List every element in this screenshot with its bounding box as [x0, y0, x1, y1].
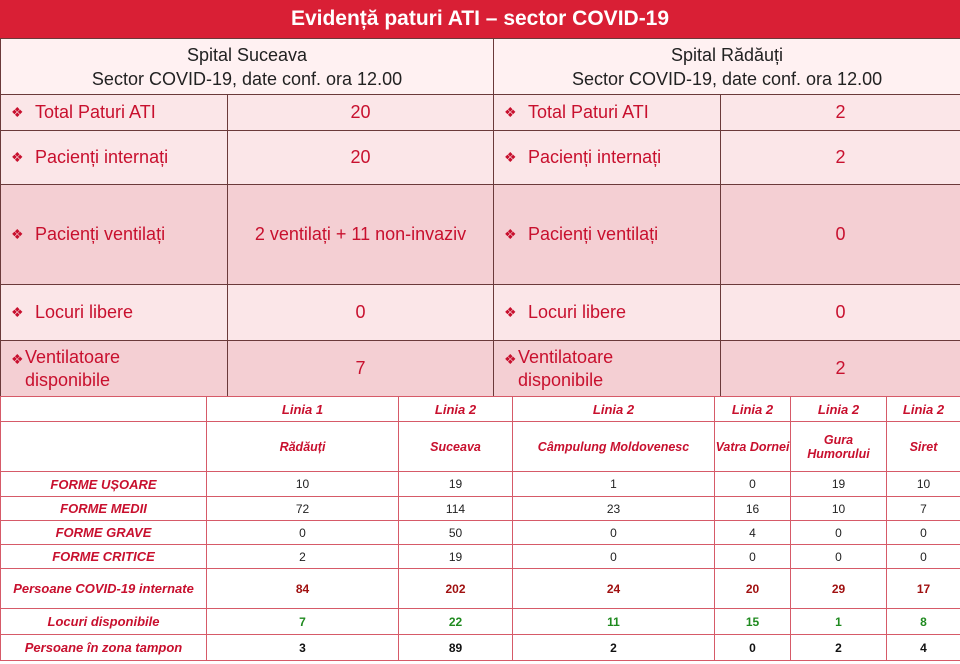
ati-beds-table	[0, 38, 960, 397]
row-label: ❖ Pacienți internați	[1, 131, 228, 185]
row-label: FORME GRAVE	[1, 521, 207, 545]
row-label: FORME MEDII	[1, 497, 207, 521]
table-cell: 2	[791, 635, 887, 661]
row-label: ❖ Total Paturi ATI	[494, 95, 721, 131]
table-cell: 0	[887, 545, 960, 569]
hospital-label: Câmpulung Moldovenesc	[513, 422, 715, 472]
hospital-name: Spital Rădăuți	[670, 44, 784, 65]
diamond-bullet-icon: ❖	[504, 226, 517, 242]
diamond-bullet-icon: ❖	[11, 226, 24, 242]
line-label: Linia 2	[513, 397, 715, 422]
table-cell: 29	[791, 569, 887, 609]
hospital-subtitle: Sector COVID-19, date conf. ora 12.00	[571, 68, 883, 89]
hospital-label: Suceava	[399, 422, 513, 472]
diamond-bullet-icon: ❖	[11, 350, 24, 367]
row-value: 2 ventilați + 11 non-invaziv	[228, 185, 494, 285]
table-cell: 8	[887, 609, 960, 635]
line-header-row	[1, 397, 960, 422]
row-label: Persoane în zona tampon	[1, 635, 207, 661]
table-cell: 10	[207, 472, 399, 497]
table-row	[1, 521, 960, 545]
row-label: FORME UȘOARE	[1, 472, 207, 497]
row-label: ❖ Pacienți internați	[494, 131, 721, 185]
line-label: Linia 2	[791, 397, 887, 422]
table-cell: 17	[887, 569, 960, 609]
hospital-subtitle: Sector COVID-19, date conf. ora 12.00	[91, 68, 403, 89]
table-cell: 114	[399, 497, 513, 521]
table-cell: 2	[513, 635, 715, 661]
table-cell: 4	[887, 635, 960, 661]
table-cell: 1	[791, 609, 887, 635]
row-value: 2	[721, 131, 960, 185]
hospital-label: Gura Humorului	[791, 422, 887, 472]
line-label: Linia 2	[887, 397, 960, 422]
table-cell: 15	[715, 609, 791, 635]
row-label: ❖ Ventilatoare disponibile	[1, 341, 228, 397]
hospital-header-row	[1, 422, 960, 472]
covid-lines-table	[0, 396, 960, 661]
row-label: FORME CRITICE	[1, 545, 207, 569]
row-value: 7	[228, 341, 494, 397]
hospital-label: Rădăuți	[207, 422, 399, 472]
table-cell: 0	[513, 521, 715, 545]
table-cell: 22	[399, 609, 513, 635]
table-cell: 0	[715, 545, 791, 569]
table-row	[1, 497, 960, 521]
table-cell: 4	[715, 521, 791, 545]
table-row	[1, 545, 960, 569]
row-value: 0	[228, 285, 494, 341]
table-row	[1, 569, 960, 609]
diamond-bullet-icon: ❖	[11, 149, 24, 165]
row-label: ❖ Pacienți ventilați	[1, 185, 228, 285]
row-value: 20	[228, 131, 494, 185]
table-cell: 0	[207, 521, 399, 545]
row-label: ❖ Locuri libere	[494, 285, 721, 341]
table-cell: 0	[887, 521, 960, 545]
table-cell: 20	[715, 569, 791, 609]
corner-cell	[1, 422, 207, 472]
table-cell: 23	[513, 497, 715, 521]
row-value: 0	[721, 285, 960, 341]
diamond-bullet-icon: ❖	[504, 304, 517, 320]
row-value: 0	[721, 185, 960, 285]
table-cell: 11	[513, 609, 715, 635]
table-cell: 0	[791, 545, 887, 569]
hospital-label: Vatra Dornei	[715, 422, 791, 472]
table-cell: 10	[887, 472, 960, 497]
row-label: ❖ Pacienți ventilați	[494, 185, 721, 285]
corner-cell	[1, 397, 207, 422]
table-cell: 19	[399, 545, 513, 569]
table-cell: 24	[513, 569, 715, 609]
diamond-bullet-icon: ❖	[504, 104, 517, 120]
diamond-bullet-icon: ❖	[11, 104, 24, 120]
row-label: ❖ Ventilatoare disponibile	[494, 341, 721, 397]
table-cell: 0	[715, 472, 791, 497]
row-value: 2	[721, 341, 960, 397]
line-label: Linia 2	[715, 397, 791, 422]
hospital-header-suceava	[1, 39, 494, 95]
diamond-bullet-icon: ❖	[504, 350, 517, 367]
table-cell: 202	[399, 569, 513, 609]
row-label: Locuri disponibile	[1, 609, 207, 635]
row-label: ❖ Locuri libere	[1, 285, 228, 341]
table-row	[1, 472, 960, 497]
page-title: Evidență paturi ATI – sector COVID-19	[0, 0, 960, 38]
table-cell: 50	[399, 521, 513, 545]
table-cell: 19	[791, 472, 887, 497]
diamond-bullet-icon: ❖	[504, 149, 517, 165]
row-label: ❖ Total Paturi ATI	[1, 95, 228, 131]
row-label: Persoane COVID-19 internate	[1, 569, 207, 609]
table-cell: 89	[399, 635, 513, 661]
hospital-name: Spital Suceava	[186, 44, 308, 65]
table-cell: 3	[207, 635, 399, 661]
table-row	[1, 635, 960, 661]
table-cell: 0	[791, 521, 887, 545]
table-cell: 7	[207, 609, 399, 635]
row-value: 2	[721, 95, 960, 131]
line-label: Linia 2	[399, 397, 513, 422]
table-cell: 0	[513, 545, 715, 569]
table-cell: 1	[513, 472, 715, 497]
row-value: 20	[228, 95, 494, 131]
table-cell: 7	[887, 497, 960, 521]
table-cell: 10	[791, 497, 887, 521]
table-cell: 19	[399, 472, 513, 497]
table-cell: 16	[715, 497, 791, 521]
table-cell: 2	[207, 545, 399, 569]
table-row	[1, 609, 960, 635]
table-cell: 0	[715, 635, 791, 661]
hospital-header-radauti	[494, 39, 960, 95]
diamond-bullet-icon: ❖	[11, 304, 24, 320]
table-cell: 84	[207, 569, 399, 609]
table-cell: 72	[207, 497, 399, 521]
line-label: Linia 1	[207, 397, 399, 422]
hospital-label: Siret	[887, 422, 960, 472]
